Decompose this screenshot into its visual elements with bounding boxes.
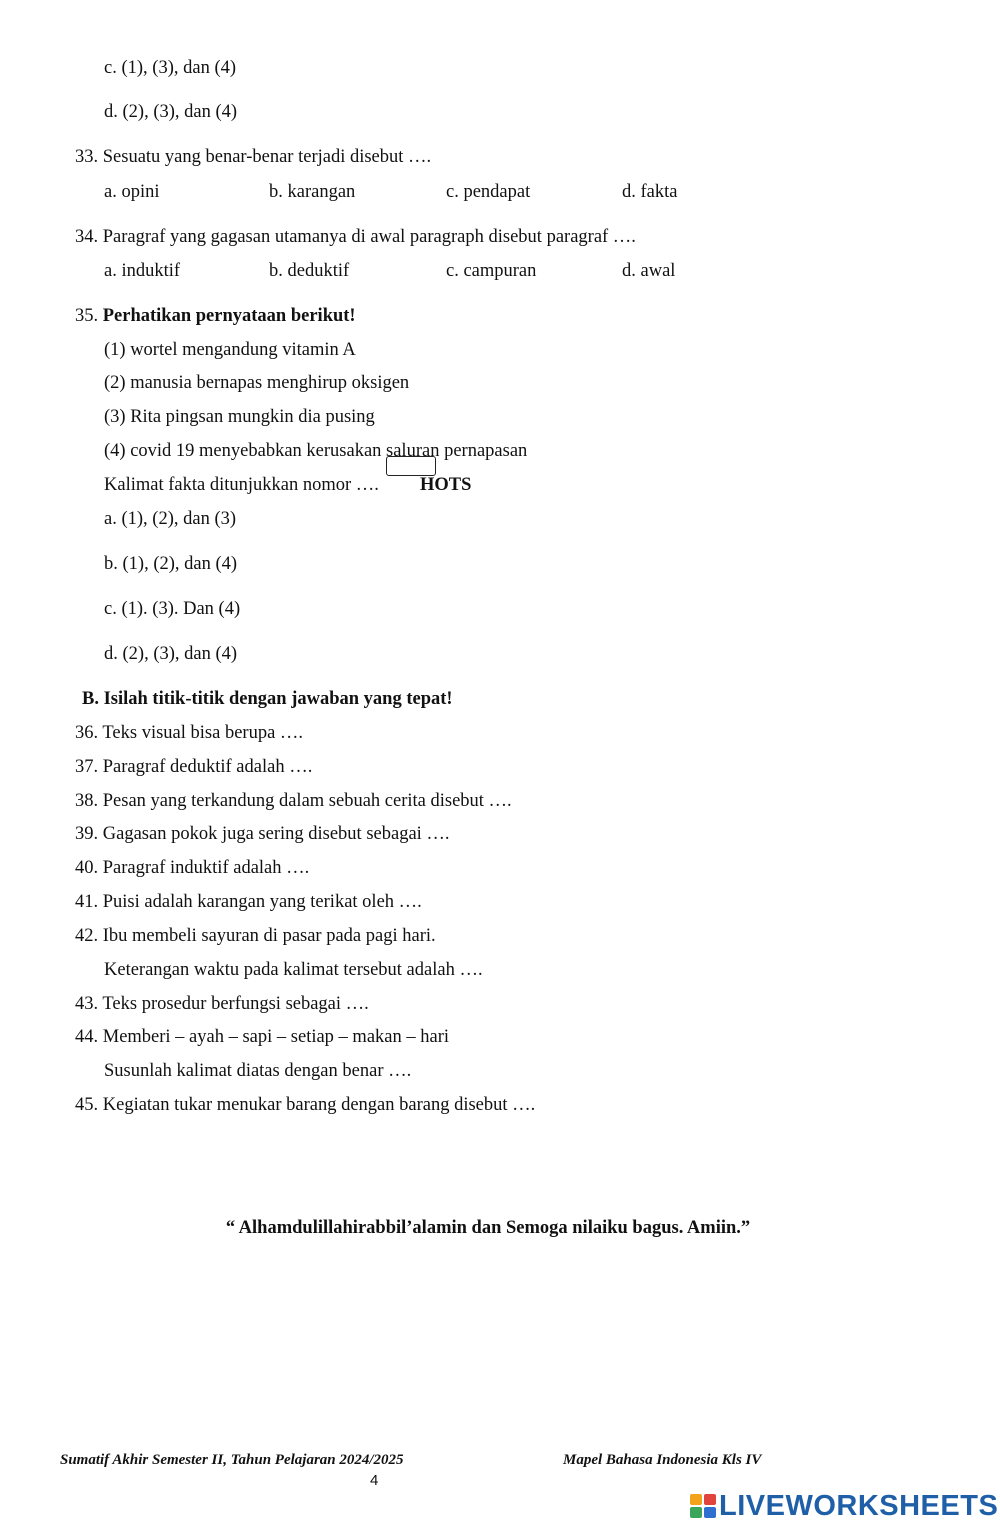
q34-option-a: a. induktif bbox=[104, 261, 181, 281]
liveworksheets-text: LIVEWORKSHEETS bbox=[719, 1489, 999, 1522]
question-35-instruction: Perhatikan pernyataan berikut! bbox=[102, 306, 356, 326]
question-45: 45. Kegiatan tukar menukar barang dengan barang disebut …. bbox=[75, 1095, 536, 1115]
q35-statement-3: (3) Rita pingsan mungkin dia pusing bbox=[104, 407, 375, 427]
page-number: 4 bbox=[370, 1472, 379, 1489]
q34-option-b: b. deduktif bbox=[269, 261, 350, 281]
question-33: 33. Sesuatu yang benar-benar terjadi disebut …. bbox=[75, 147, 432, 167]
question-39: 39. Gagasan pokok juga sering disebut sebagai …. bbox=[75, 824, 450, 844]
q35-statement-2: (2) manusia bernapas menghirup oksigen bbox=[104, 373, 410, 393]
q35-question: Kalimat fakta ditunjukkan nomor …. bbox=[104, 475, 379, 495]
question-36: 36. Teks visual bisa berupa …. bbox=[75, 723, 304, 743]
hots-tag: HOTS bbox=[420, 475, 472, 495]
question-40: 40. Paragraf induktif adalah …. bbox=[75, 858, 310, 878]
question-35 bbox=[75, 305, 356, 327]
liveworksheets-logo bbox=[690, 1490, 998, 1522]
q35-option-a: a. (1), (2), dan (3) bbox=[104, 509, 237, 529]
q33-option-c: c. pendapat bbox=[446, 182, 531, 202]
question-44-sub: Susunlah kalimat diatas dengan benar …. bbox=[104, 1061, 412, 1081]
question-34: 34. Paragraf yang gagasan utamanya di awal paragraph disebut paragraf …. bbox=[75, 227, 636, 247]
q34-option-d: d. awal bbox=[622, 261, 676, 281]
footer-left: Sumatif Akhir Semester II, Tahun Pelajaran 2024/2025 bbox=[60, 1452, 404, 1468]
question-42-sub: Keterangan waktu pada kalimat tersebut adalah …. bbox=[104, 960, 483, 980]
q33-option-d: d. fakta bbox=[622, 182, 678, 202]
closing-message: “ Alhamdulillahirabbil’alamin dan Semoga nilaiku bagus. Amiin.” bbox=[225, 1218, 751, 1238]
footer-right: Mapel Bahasa Indonesia Kls IV bbox=[563, 1452, 762, 1468]
q35-option-d: d. (2), (3), dan (4) bbox=[104, 644, 238, 664]
question-42: 42. Ibu membeli sayuran di pasar pada pagi hari. bbox=[75, 926, 436, 946]
option-c-prev: c. (1), (3), dan (4) bbox=[104, 58, 237, 78]
q33-option-a: a. opini bbox=[104, 182, 160, 202]
option-d-prev: d. (2), (3), dan (4) bbox=[104, 102, 238, 122]
question-44: 44. Memberi – ayah – sapi – setiap – makan – hari bbox=[75, 1027, 450, 1047]
section-b-heading: B. Isilah titik-titik dengan jawaban yang tepat! bbox=[82, 689, 453, 709]
q35-option-b: b. (1), (2), dan (4) bbox=[104, 554, 238, 574]
answer-input-box[interactable] bbox=[386, 456, 436, 476]
liveworksheets-icon bbox=[690, 1494, 716, 1518]
question-38: 38. Pesan yang terkandung dalam sebuah cerita disebut …. bbox=[75, 791, 512, 811]
q35-option-c: c. (1). (3). Dan (4) bbox=[104, 599, 241, 619]
q35-statement-4: (4) covid 19 menyebabkan kerusakan saluran pernapasan bbox=[104, 441, 528, 461]
q34-option-c: c. campuran bbox=[446, 261, 537, 281]
question-35-number: 35. bbox=[75, 306, 99, 326]
question-43: 43. Teks prosedur berfungsi sebagai …. bbox=[75, 994, 369, 1014]
question-37: 37. Paragraf deduktif adalah …. bbox=[75, 757, 313, 777]
question-41: 41. Puisi adalah karangan yang terikat oleh …. bbox=[75, 892, 422, 912]
q33-option-b: b. karangan bbox=[269, 182, 356, 202]
q35-statement-1: (1) wortel mengandung vitamin A bbox=[104, 340, 356, 360]
